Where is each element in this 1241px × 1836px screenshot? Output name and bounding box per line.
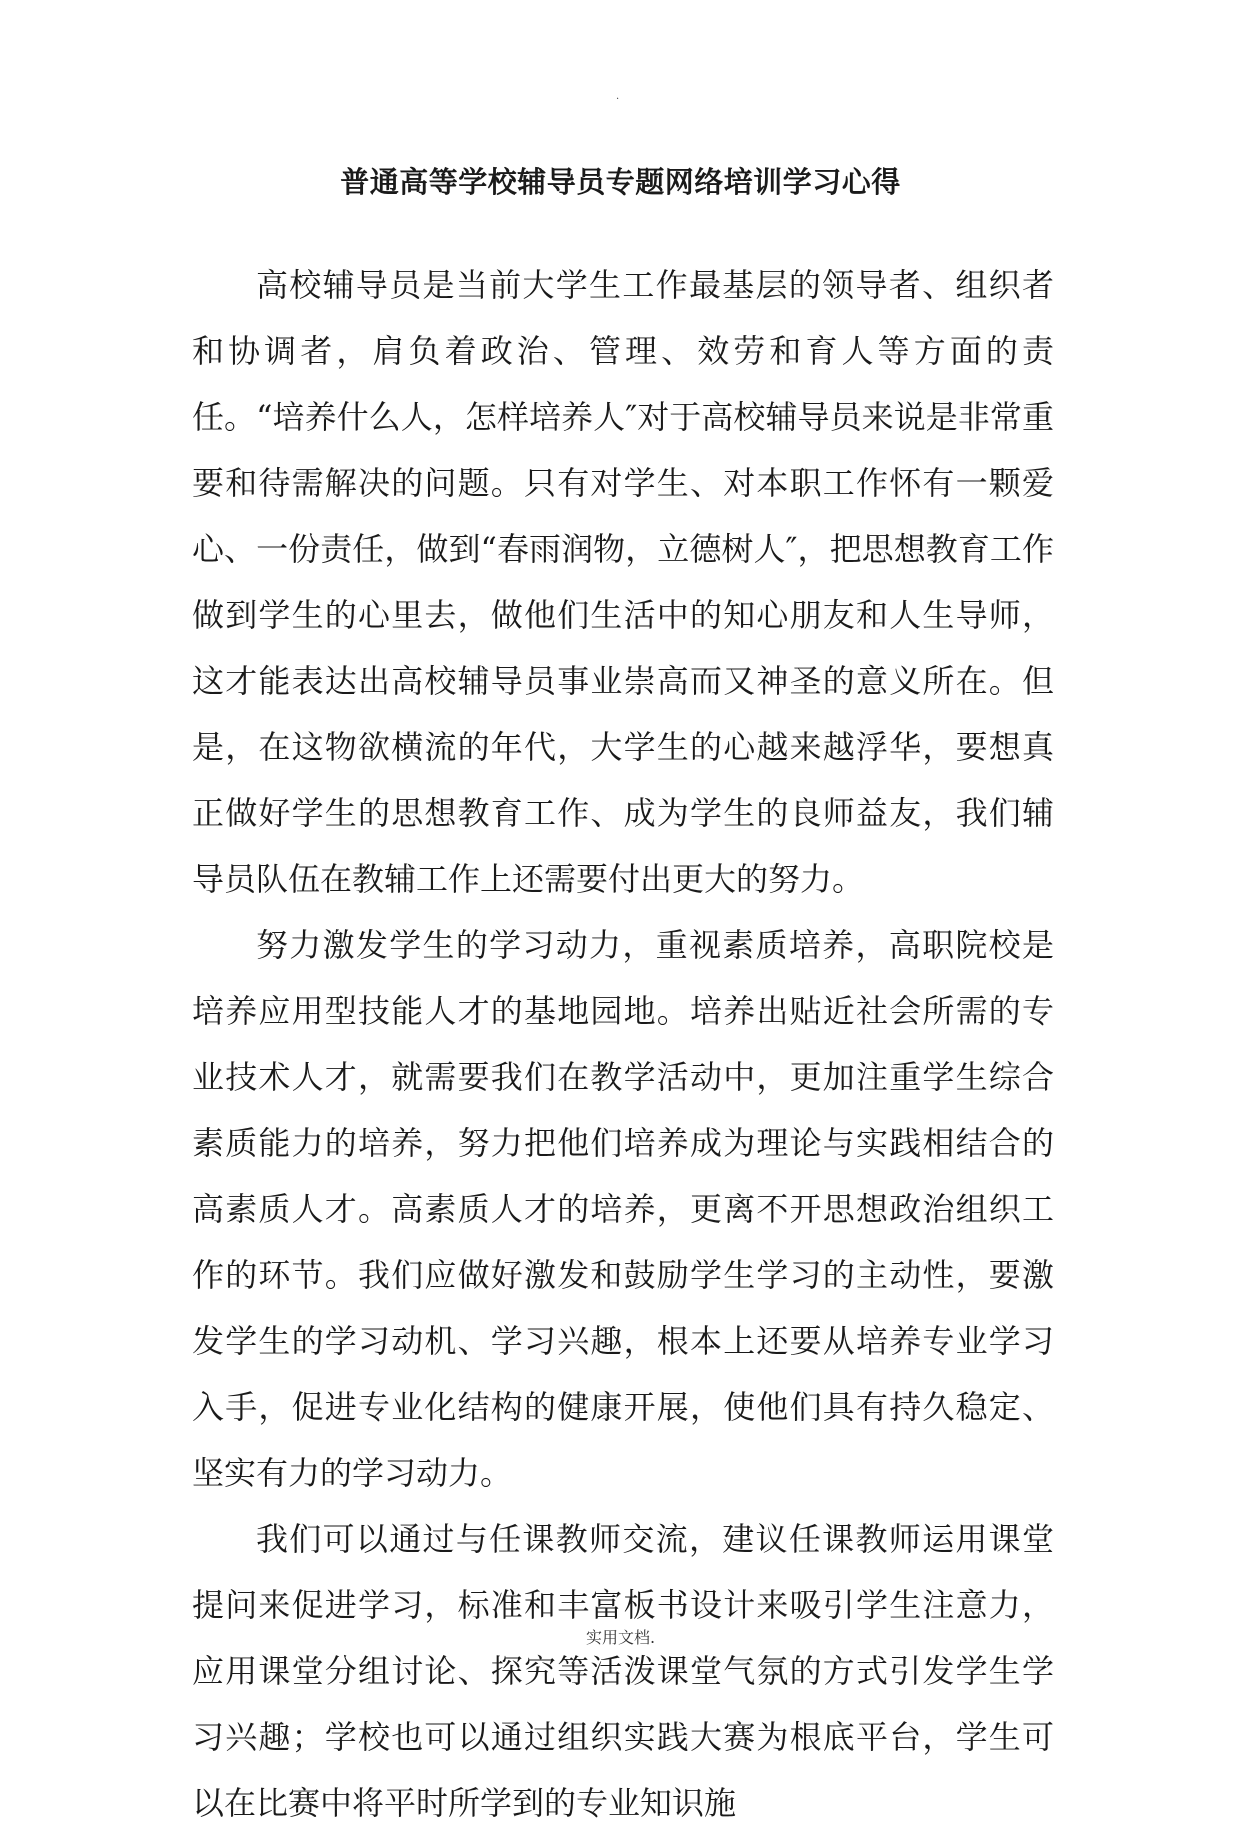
paragraph-1: 高校辅导员是当前大学生工作最基层的领导者、组织者和协调者，肩负着政治、管理、效劳和育人等方面的责任。“培养什么人，怎样培养人″对于高校辅导员来说是非常重要和待需解决的问题。只有对学生、对本职工作怀有一颗爱心、一份责任，做到“春雨润物，立德树人″，把思想教育工作做到学生的心里去，做他们生活中的知心朋友和人生导师，这才能表达出高校辅导员事业崇高而又神圣的意义所在。但是，在这物欲横流的年代，大学生的心越来越浮华，要想真正做好学生的思想教育工作、成为学生的良师益友，我们辅导员队伍在教辅工作上还需要付出更大的努力。 (192, 266, 1054, 898)
document-body (192, 252, 1054, 1836)
paragraph-2: 努力激发学生的学习动力，重视素质培养，高职院校是培养应用型技能人才的基地园地。培养出贴近社会所需的专业技术人才，就需要我们在教学活动中，更加注重学生综合素质能力的培养，努力把他们培养成为理论与实践相结合的高素质人才。高素质人才的培养，更离不开思想政治组织工作的环节。我们应做好激发和鼓励学生学习的主动性，要激发学生的学习动机、学习兴趣，根本上还要从培养专业学习入手，促进专业化结构的健康开展，使他们具有持久稳定、坚实有力的学习动力。 (192, 926, 1054, 1492)
document-title: 普通高等学校辅导员专题网络培训学习心得 (340, 165, 901, 199)
page-footer: 实用文档. (585, 1628, 656, 1647)
paragraph-3: 我们可以通过与任课教师交流，建议任课教师运用课堂提问来促进学习，标准和丰富板书设计来吸引学生注意力，应用课堂分组讨论、探究等活泼课堂气氛的方式引发学生学习兴趣；学校也可以通过组织实践大赛为根底平台，学生可以在比赛中将平时所学到的专业知识施 (192, 1520, 1054, 1822)
header-mark: . (616, 91, 620, 102)
